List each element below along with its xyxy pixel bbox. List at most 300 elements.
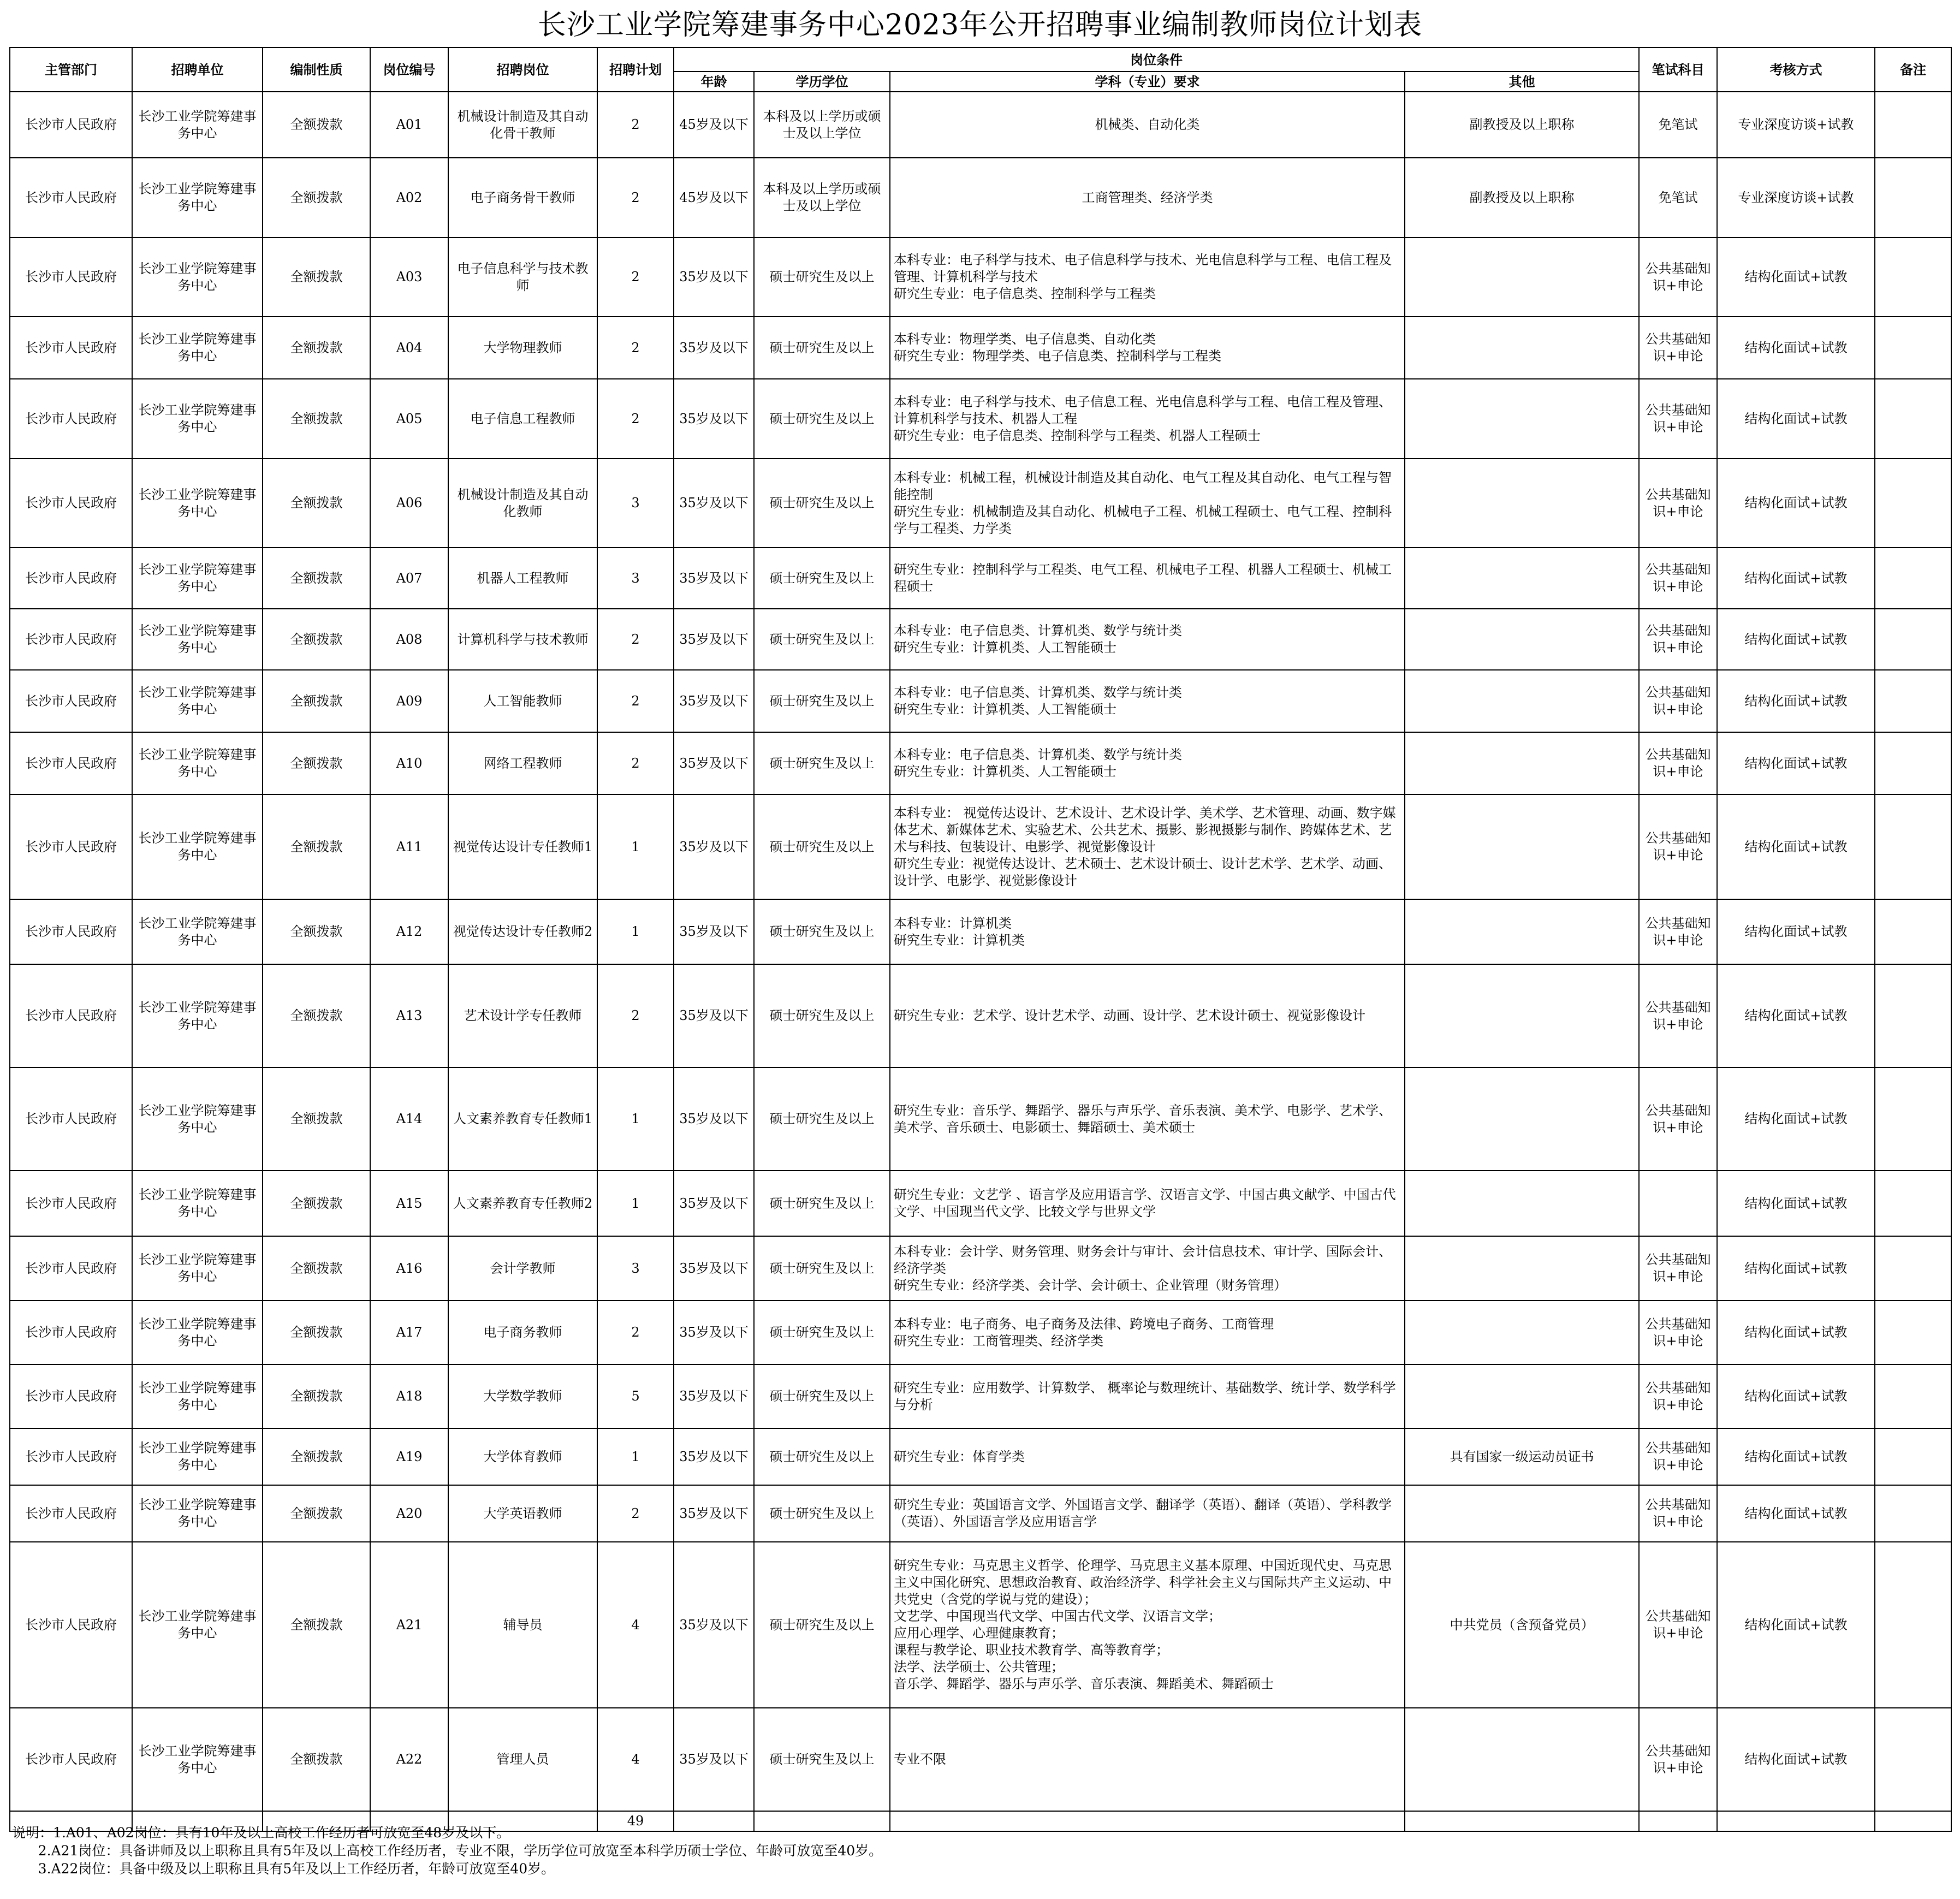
- page-title: 长沙工业学院筹建事务中心2023年公开招聘事业编制教师岗位计划表: [537, 9, 1423, 41]
- cell-other: [1405, 609, 1639, 670]
- cell-code: A10: [370, 732, 448, 794]
- cell-dept: 长沙市人民政府: [10, 379, 132, 459]
- cell-other: 副教授及以上职称: [1405, 158, 1639, 238]
- cell-dept: 长沙市人民政府: [10, 158, 132, 238]
- cell-nature: 全额拨款: [263, 609, 370, 670]
- cell-plan: 2: [597, 670, 674, 732]
- cell-assess: 结构化面试+试教: [1717, 1542, 1875, 1708]
- cell-remark: [1875, 732, 1951, 794]
- cell-dept: 长沙市人民政府: [10, 1542, 132, 1708]
- header-assess: 考核方式: [1717, 48, 1875, 92]
- cell-age: 35岁及以下: [674, 609, 754, 670]
- cell-assess: 结构化面试+试教: [1717, 1428, 1875, 1485]
- cell-assess: 结构化面试+试教: [1717, 238, 1875, 317]
- cell-exam: 公共基础知识+申论: [1639, 459, 1717, 548]
- major-line: 本科专业：电子商务、电子商务及法律、跨境电子商务、工商管理: [894, 1316, 1274, 1332]
- cell-age: 35岁及以下: [674, 548, 754, 609]
- cell-assess: 结构化面试+试教: [1717, 379, 1875, 459]
- cell-edu: 硕士研究生及以上: [754, 548, 890, 609]
- table-row: [10, 1708, 1951, 1811]
- cell-other: 中共党员（含预备党员）: [1405, 1542, 1639, 1708]
- cell-major: [890, 609, 1405, 670]
- cell-post: 管理人员: [448, 1708, 597, 1811]
- cell-edu: 硕士研究生及以上: [754, 1301, 890, 1364]
- major-line: 研究生专业：体育学类: [894, 1449, 1025, 1464]
- table-row: [10, 1428, 1951, 1485]
- cell-unit: 长沙工业学院筹建事务中心: [132, 964, 263, 1067]
- cell-exam: 公共基础知识+申论: [1639, 1236, 1717, 1301]
- cell-post: 电子信息科学与技术教师: [448, 238, 597, 317]
- cell-major: [890, 548, 1405, 609]
- major-line: 研究生专业：电子信息类、控制科学与工程类、机器人工程硕士: [894, 428, 1261, 443]
- cell-assess: 结构化面试+试教: [1717, 1236, 1875, 1301]
- cell-nature: 全额拨款: [263, 1301, 370, 1364]
- cell-unit: 长沙工业学院筹建事务中心: [132, 1067, 263, 1171]
- cell-assess: 结构化面试+试教: [1717, 1364, 1875, 1428]
- cell-post: 电子商务教师: [448, 1301, 597, 1364]
- cell-age: 35岁及以下: [674, 1708, 754, 1811]
- cell-plan: 1: [597, 1067, 674, 1171]
- cell-dept: 长沙市人民政府: [10, 609, 132, 670]
- cell-post: 视觉传达设计专任教师1: [448, 794, 597, 899]
- cell-post: 电子信息工程教师: [448, 379, 597, 459]
- cell-exam: 公共基础知识+申论: [1639, 317, 1717, 379]
- header-code: 岗位编号: [370, 48, 448, 92]
- cell-assess: 结构化面试+试教: [1717, 670, 1875, 732]
- cell-other: [1405, 899, 1639, 964]
- cell-other: 副教授及以上职称: [1405, 92, 1639, 158]
- header-exam: 笔试科目: [1639, 48, 1717, 92]
- cell-other: [1405, 317, 1639, 379]
- cell-nature: 全额拨款: [263, 1364, 370, 1428]
- cell-other: [1405, 794, 1639, 899]
- cell-other: [1405, 1171, 1639, 1236]
- cell-edu: 硕士研究生及以上: [754, 609, 890, 670]
- cell-code: A01: [370, 92, 448, 158]
- cell-remark: [1875, 609, 1951, 670]
- header-post: 招聘岗位: [448, 48, 597, 92]
- cell-other: [1405, 548, 1639, 609]
- table-row: [10, 609, 1951, 670]
- table-row: [10, 670, 1951, 732]
- cell-assess: 结构化面试+试教: [1717, 794, 1875, 899]
- cell-age: 35岁及以下: [674, 1171, 754, 1236]
- cell-remark: [1875, 1364, 1951, 1428]
- cell-exam: 免笔试: [1639, 92, 1717, 158]
- major-line: 研究生专业：电子信息类、控制科学与工程类: [894, 286, 1156, 301]
- cell-age: 35岁及以下: [674, 1364, 754, 1428]
- cell-nature: 全额拨款: [263, 317, 370, 379]
- cell-code: A13: [370, 964, 448, 1067]
- cell-nature: 全额拨款: [263, 459, 370, 548]
- major-line: 研究生专业：物理学类、电子信息类、控制科学与工程类: [894, 348, 1221, 364]
- cell-nature: 全额拨款: [263, 548, 370, 609]
- major-line: 研究生专业：艺术学、设计艺术学、动画、设计学、艺术设计硕士、视觉影像设计: [894, 1008, 1365, 1023]
- cell-other: [1405, 459, 1639, 548]
- major-line: 研究生专业：计算机类、人工智能硕士: [894, 764, 1116, 779]
- major-line: 研究生专业：工商管理类、经济学类: [894, 1333, 1103, 1349]
- cell-remark: [1875, 1708, 1951, 1811]
- total-plan: 49: [597, 1811, 674, 1831]
- cell-plan: 1: [597, 899, 674, 964]
- cell-nature: 全额拨款: [263, 158, 370, 238]
- cell-edu: 硕士研究生及以上: [754, 899, 890, 964]
- cell-unit: 长沙工业学院筹建事务中心: [132, 1364, 263, 1428]
- cell-major: [890, 1171, 1405, 1236]
- cell-exam: [1639, 1171, 1717, 1236]
- cell-unit: 长沙工业学院筹建事务中心: [132, 1542, 263, 1708]
- header-age: 年龄: [674, 72, 754, 92]
- major-line: 应用心理学、心理健康教育；: [894, 1625, 1064, 1641]
- cell-nature: 全额拨款: [263, 92, 370, 158]
- cell-exam: 公共基础知识+申论: [1639, 1301, 1717, 1364]
- major-line: 法学、法学硕士、公共管理；: [894, 1659, 1064, 1675]
- cell-exam: 公共基础知识+申论: [1639, 1067, 1717, 1171]
- table-row: [10, 238, 1951, 317]
- cell-assess: 结构化面试+试教: [1717, 1171, 1875, 1236]
- major-line: 研究生专业：英国语言文学、外国语言文学、翻译学（英语）、翻译（英语）、学科教学（英语）、外国语言学及应用语言学: [894, 1497, 1392, 1529]
- cell-unit: 长沙工业学院筹建事务中心: [132, 1301, 263, 1364]
- cell-major: [890, 1067, 1405, 1171]
- cell-age: 35岁及以下: [674, 317, 754, 379]
- cell-remark: [1875, 158, 1951, 238]
- table-row: [10, 964, 1951, 1067]
- cell-age: 35岁及以下: [674, 238, 754, 317]
- cell-age: 45岁及以下: [674, 158, 754, 238]
- cell-code: A06: [370, 459, 448, 548]
- major-line: 本科专业： 视觉传达设计、艺术设计、艺术设计学、美术学、艺术管理、动画、数字媒体艺术、新媒体艺术、实验艺术、公共艺术、摄影、影视摄影与制作、跨媒体艺术、艺术与科技、包装设计、电影学、视觉影像设计: [894, 805, 1396, 854]
- table-row: [10, 92, 1951, 158]
- cell-exam: 公共基础知识+申论: [1639, 794, 1717, 899]
- cell-plan: 3: [597, 1236, 674, 1301]
- cell-assess: 结构化面试+试教: [1717, 548, 1875, 609]
- cell-major: [890, 238, 1405, 317]
- cell-major: [890, 317, 1405, 379]
- cell-post: 大学物理教师: [448, 317, 597, 379]
- cell-edu: 本科及以上学历或硕士及以上学位: [754, 92, 890, 158]
- table-body: [10, 92, 1951, 1811]
- cell-edu: 硕士研究生及以上: [754, 1171, 890, 1236]
- cell-assess: 结构化面试+试教: [1717, 1485, 1875, 1542]
- cell-assess: 结构化面试+试教: [1717, 317, 1875, 379]
- cell-plan: 2: [597, 238, 674, 317]
- cell-major: [890, 1236, 1405, 1301]
- cell-dept: 长沙市人民政府: [10, 1364, 132, 1428]
- cell-remark: [1875, 1236, 1951, 1301]
- cell-exam: 公共基础知识+申论: [1639, 379, 1717, 459]
- major-line: 音乐学、舞蹈学、器乐与声乐学、音乐表演、舞蹈美术、舞蹈硕士: [894, 1676, 1274, 1692]
- cell-code: A21: [370, 1542, 448, 1708]
- cell-other: [1405, 379, 1639, 459]
- cell-post: 机械设计制造及其自动化教师: [448, 459, 597, 548]
- table-row: [10, 548, 1951, 609]
- cell-code: A04: [370, 317, 448, 379]
- cell-post: 艺术设计学专任教师: [448, 964, 597, 1067]
- recruitment-plan-table: [9, 47, 1952, 1832]
- cell-post: 计算机科学与技术教师: [448, 609, 597, 670]
- cell-assess: 结构化面试+试教: [1717, 899, 1875, 964]
- table-row: [10, 158, 1951, 238]
- cell-nature: 全额拨款: [263, 1485, 370, 1542]
- cell-major: [890, 459, 1405, 548]
- cell-unit: 长沙工业学院筹建事务中心: [132, 459, 263, 548]
- major-line: 研究生专业：机械制造及其自动化、机械电子工程、机械工程硕士、电气工程、控制科学与工程类、力学类: [894, 503, 1392, 536]
- cell-age: 35岁及以下: [674, 1428, 754, 1485]
- cell-age: 35岁及以下: [674, 1301, 754, 1364]
- major-line: 文艺学、中国现当代文学、中国古代文学、汉语言文学；: [894, 1609, 1221, 1624]
- cell-remark: [1875, 1542, 1951, 1708]
- table-row: [10, 1067, 1951, 1171]
- cell-assess: 结构化面试+试教: [1717, 964, 1875, 1067]
- cell-plan: 1: [597, 1428, 674, 1485]
- cell-plan: 1: [597, 794, 674, 899]
- cell-unit: 长沙工业学院筹建事务中心: [132, 899, 263, 964]
- cell-assess: 结构化面试+试教: [1717, 732, 1875, 794]
- major-line: 本科专业：物理学类、电子信息类、自动化类: [894, 331, 1156, 347]
- header-nature: 编制性质: [263, 48, 370, 92]
- table-row: [10, 899, 1951, 964]
- cell-unit: 长沙工业学院筹建事务中心: [132, 1171, 263, 1236]
- cell-code: A15: [370, 1171, 448, 1236]
- cell-remark: [1875, 964, 1951, 1067]
- cell-unit: 长沙工业学院筹建事务中心: [132, 732, 263, 794]
- cell-edu: 硕士研究生及以上: [754, 1067, 890, 1171]
- cell-assess: 结构化面试+试教: [1717, 459, 1875, 548]
- cell-edu: 硕士研究生及以上: [754, 670, 890, 732]
- cell-exam: 公共基础知识+申论: [1639, 964, 1717, 1067]
- cell-other: [1405, 732, 1639, 794]
- cell-unit: 长沙工业学院筹建事务中心: [132, 1428, 263, 1485]
- cell-remark: [1875, 1301, 1951, 1364]
- cell-age: 35岁及以下: [674, 670, 754, 732]
- table-row: [10, 1236, 1951, 1301]
- cell-age: 35岁及以下: [674, 1485, 754, 1542]
- cell-exam: 公共基础知识+申论: [1639, 238, 1717, 317]
- cell-major: [890, 670, 1405, 732]
- cell-age: 35岁及以下: [674, 1542, 754, 1708]
- cell-unit: 长沙工业学院筹建事务中心: [132, 317, 263, 379]
- cell-nature: 全额拨款: [263, 1542, 370, 1708]
- cell-remark: [1875, 670, 1951, 732]
- cell-other: [1405, 964, 1639, 1067]
- cell-code: A03: [370, 238, 448, 317]
- cell-dept: 长沙市人民政府: [10, 1485, 132, 1542]
- major-line: 本科专业：会计学、财务管理、财务会计与审计、会计信息技术、审计学、国际会计、经济学类: [894, 1243, 1392, 1276]
- major-line: 本科专业：计算机类: [894, 915, 1012, 931]
- cell-post: 人文素养教育专任教师2: [448, 1171, 597, 1236]
- table-row: [10, 459, 1951, 548]
- cell-nature: 全额拨款: [263, 670, 370, 732]
- cell-nature: 全额拨款: [263, 1708, 370, 1811]
- cell-dept: 长沙市人民政府: [10, 1067, 132, 1171]
- cell-assess: 结构化面试+试教: [1717, 609, 1875, 670]
- cell-major: [890, 1542, 1405, 1708]
- cell-post: 大学英语教师: [448, 1485, 597, 1542]
- header-edu: 学历学位: [754, 72, 890, 92]
- cell-age: 35岁及以下: [674, 899, 754, 964]
- cell-remark: [1875, 379, 1951, 459]
- cell-remark: [1875, 899, 1951, 964]
- cell-remark: [1875, 459, 1951, 548]
- table-row: [10, 1364, 1951, 1428]
- cell-post: 大学数学教师: [448, 1364, 597, 1428]
- cell-edu: 硕士研究生及以上: [754, 317, 890, 379]
- cell-code: A05: [370, 379, 448, 459]
- cell-exam: 公共基础知识+申论: [1639, 1485, 1717, 1542]
- cell-unit: 长沙工业学院筹建事务中心: [132, 609, 263, 670]
- cell-exam: 公共基础知识+申论: [1639, 670, 1717, 732]
- cell-post: 人工智能教师: [448, 670, 597, 732]
- cell-code: A19: [370, 1428, 448, 1485]
- cell-nature: 全额拨款: [263, 1236, 370, 1301]
- header-remark: 备注: [1875, 48, 1951, 92]
- cell-major: [890, 1428, 1405, 1485]
- cell-exam: 公共基础知识+申论: [1639, 1428, 1717, 1485]
- cell-unit: 长沙工业学院筹建事务中心: [132, 92, 263, 158]
- cell-remark: [1875, 1485, 1951, 1542]
- cell-plan: 2: [597, 92, 674, 158]
- cell-edu: 硕士研究生及以上: [754, 238, 890, 317]
- cell-nature: 全额拨款: [263, 1428, 370, 1485]
- cell-major: [890, 794, 1405, 899]
- note-line: 2.A21岗位：具备讲师及以上职称且具有5年及以上高校工作经历者，专业不限，学历学位可放宽至本科学历硕士学位、年龄可放宽至40岁。: [12, 1843, 883, 1859]
- cell-exam: 公共基础知识+申论: [1639, 1542, 1717, 1708]
- major-line: 本科专业：机械工程，机械设计制造及其自动化、电气工程及其自动化、电气工程与智能控制: [894, 470, 1392, 502]
- cell-plan: 5: [597, 1364, 674, 1428]
- cell-other: [1405, 1708, 1639, 1811]
- cell-unit: 长沙工业学院筹建事务中心: [132, 158, 263, 238]
- cell-exam: 公共基础知识+申论: [1639, 1364, 1717, 1428]
- cell-code: A08: [370, 609, 448, 670]
- cell-nature: 全额拨款: [263, 732, 370, 794]
- cell-dept: 长沙市人民政府: [10, 964, 132, 1067]
- cell-dept: 长沙市人民政府: [10, 1708, 132, 1811]
- cell-major: [890, 158, 1405, 238]
- cell-edu: 硕士研究生及以上: [754, 459, 890, 548]
- cell-remark: [1875, 238, 1951, 317]
- cell-unit: 长沙工业学院筹建事务中心: [132, 548, 263, 609]
- cell-code: A14: [370, 1067, 448, 1171]
- cell-code: A17: [370, 1301, 448, 1364]
- cell-other: [1405, 1301, 1639, 1364]
- cell-nature: 全额拨款: [263, 379, 370, 459]
- cell-dept: 长沙市人民政府: [10, 317, 132, 379]
- cell-plan: 4: [597, 1708, 674, 1811]
- header-plan: 招聘计划: [597, 48, 674, 92]
- cell-nature: 全额拨款: [263, 794, 370, 899]
- cell-other: [1405, 1364, 1639, 1428]
- cell-dept: 长沙市人民政府: [10, 1236, 132, 1301]
- cell-remark: [1875, 317, 1951, 379]
- cell-dept: 长沙市人民政府: [10, 1171, 132, 1236]
- cell-unit: 长沙工业学院筹建事务中心: [132, 670, 263, 732]
- cell-code: A16: [370, 1236, 448, 1301]
- cell-major: [890, 92, 1405, 158]
- major-line: 研究生专业：音乐学、舞蹈学、器乐与声乐学、音乐表演、美术学、电影学、艺术学、美术学、音乐硕士、电影硕士、舞蹈硕士、美术硕士: [894, 1102, 1392, 1135]
- header-other: 其他: [1405, 72, 1639, 92]
- cell-dept: 长沙市人民政府: [10, 548, 132, 609]
- cell-edu: 硕士研究生及以上: [754, 1708, 890, 1811]
- cell-other: 具有国家一级运动员证书: [1405, 1428, 1639, 1485]
- cell-code: A09: [370, 670, 448, 732]
- cell-major: [890, 899, 1405, 964]
- cell-age: 45岁及以下: [674, 92, 754, 158]
- header-row: [10, 48, 1951, 72]
- cell-code: A18: [370, 1364, 448, 1428]
- cell-plan: 2: [597, 609, 674, 670]
- cell-post: 会计学教师: [448, 1236, 597, 1301]
- cell-edu: 硕士研究生及以上: [754, 964, 890, 1067]
- major-line: 专业不限: [894, 1752, 946, 1767]
- cell-plan: 2: [597, 964, 674, 1067]
- header-conditions: 岗位条件: [674, 48, 1639, 72]
- cell-other: [1405, 1236, 1639, 1301]
- cell-assess: 结构化面试+试教: [1717, 1708, 1875, 1811]
- major-line: 研究生专业：控制科学与工程类、电气工程、机械电子工程、机器人工程硕士、机械工程硕士: [894, 562, 1392, 594]
- note-line: 说明：1.A01、A02岗位：具有10年及以上高校工作经历者可放宽至48岁及以下。: [12, 1825, 510, 1841]
- cell-other: [1405, 1485, 1639, 1542]
- cell-plan: 3: [597, 459, 674, 548]
- cell-edu: 硕士研究生及以上: [754, 1428, 890, 1485]
- cell-post: 视觉传达设计专任教师2: [448, 899, 597, 964]
- cell-plan: 2: [597, 379, 674, 459]
- cell-code: A11: [370, 794, 448, 899]
- table-row: [10, 379, 1951, 459]
- cell-remark: [1875, 794, 1951, 899]
- cell-major: [890, 1485, 1405, 1542]
- cell-major: [890, 1364, 1405, 1428]
- cell-major: [890, 964, 1405, 1067]
- cell-edu: 硕士研究生及以上: [754, 1236, 890, 1301]
- major-line: 课程与教学论、职业技术教育学、高等教育学；: [894, 1642, 1169, 1658]
- cell-major: [890, 1708, 1405, 1811]
- cell-exam: 公共基础知识+申论: [1639, 732, 1717, 794]
- cell-unit: 长沙工业学院筹建事务中心: [132, 379, 263, 459]
- cell-code: A22: [370, 1708, 448, 1811]
- cell-code: A07: [370, 548, 448, 609]
- cell-dept: 长沙市人民政府: [10, 732, 132, 794]
- cell-age: 35岁及以下: [674, 459, 754, 548]
- cell-plan: 2: [597, 1485, 674, 1542]
- cell-post: 辅导员: [448, 1542, 597, 1708]
- table-row: [10, 732, 1951, 794]
- table-row: [10, 317, 1951, 379]
- cell-nature: 全额拨款: [263, 1067, 370, 1171]
- cell-dept: 长沙市人民政府: [10, 1301, 132, 1364]
- cell-exam: 公共基础知识+申论: [1639, 1708, 1717, 1811]
- header-dept: 主管部门: [10, 48, 132, 92]
- major-line: 本科专业：电子科学与技术、电子信息科学与技术、光电信息科学与工程、电信工程及管理、计算机科学与技术: [894, 252, 1392, 284]
- major-line: 研究生专业：马克思主义哲学、伦理学、马克思主义基本原理、中国近现代史、马克思主义中国化研究、思想政治教育、政治经济学、科学社会主义与国际共产主义运动、中共党史（含党的学说与党的建设）；: [894, 1558, 1392, 1607]
- cell-exam: 公共基础知识+申论: [1639, 548, 1717, 609]
- cell-exam: 公共基础知识+申论: [1639, 899, 1717, 964]
- cell-remark: [1875, 1428, 1951, 1485]
- notes: [12, 1824, 1945, 1878]
- cell-edu: 硕士研究生及以上: [754, 794, 890, 899]
- cell-age: 35岁及以下: [674, 732, 754, 794]
- cell-post: 网络工程教师: [448, 732, 597, 794]
- major-line: 工商管理类、经济学类: [1082, 189, 1213, 205]
- major-line: 研究生专业：应用数学、计算数学、 概率论与数理统计、基础数学、统计学、数学科学与分析: [894, 1380, 1396, 1413]
- cell-assess: 专业深度访谈+试教: [1717, 92, 1875, 158]
- cell-assess: 结构化面试+试教: [1717, 1067, 1875, 1171]
- cell-other: [1405, 238, 1639, 317]
- cell-post: 机械设计制造及其自动化骨干教师: [448, 92, 597, 158]
- major-line: 本科专业：电子科学与技术、电子信息工程、光电信息科学与工程、电信工程及管理、计算机科学与技术、机器人工程: [894, 394, 1392, 426]
- cell-plan: 2: [597, 1301, 674, 1364]
- table-row: [10, 794, 1951, 899]
- cell-code: A20: [370, 1485, 448, 1542]
